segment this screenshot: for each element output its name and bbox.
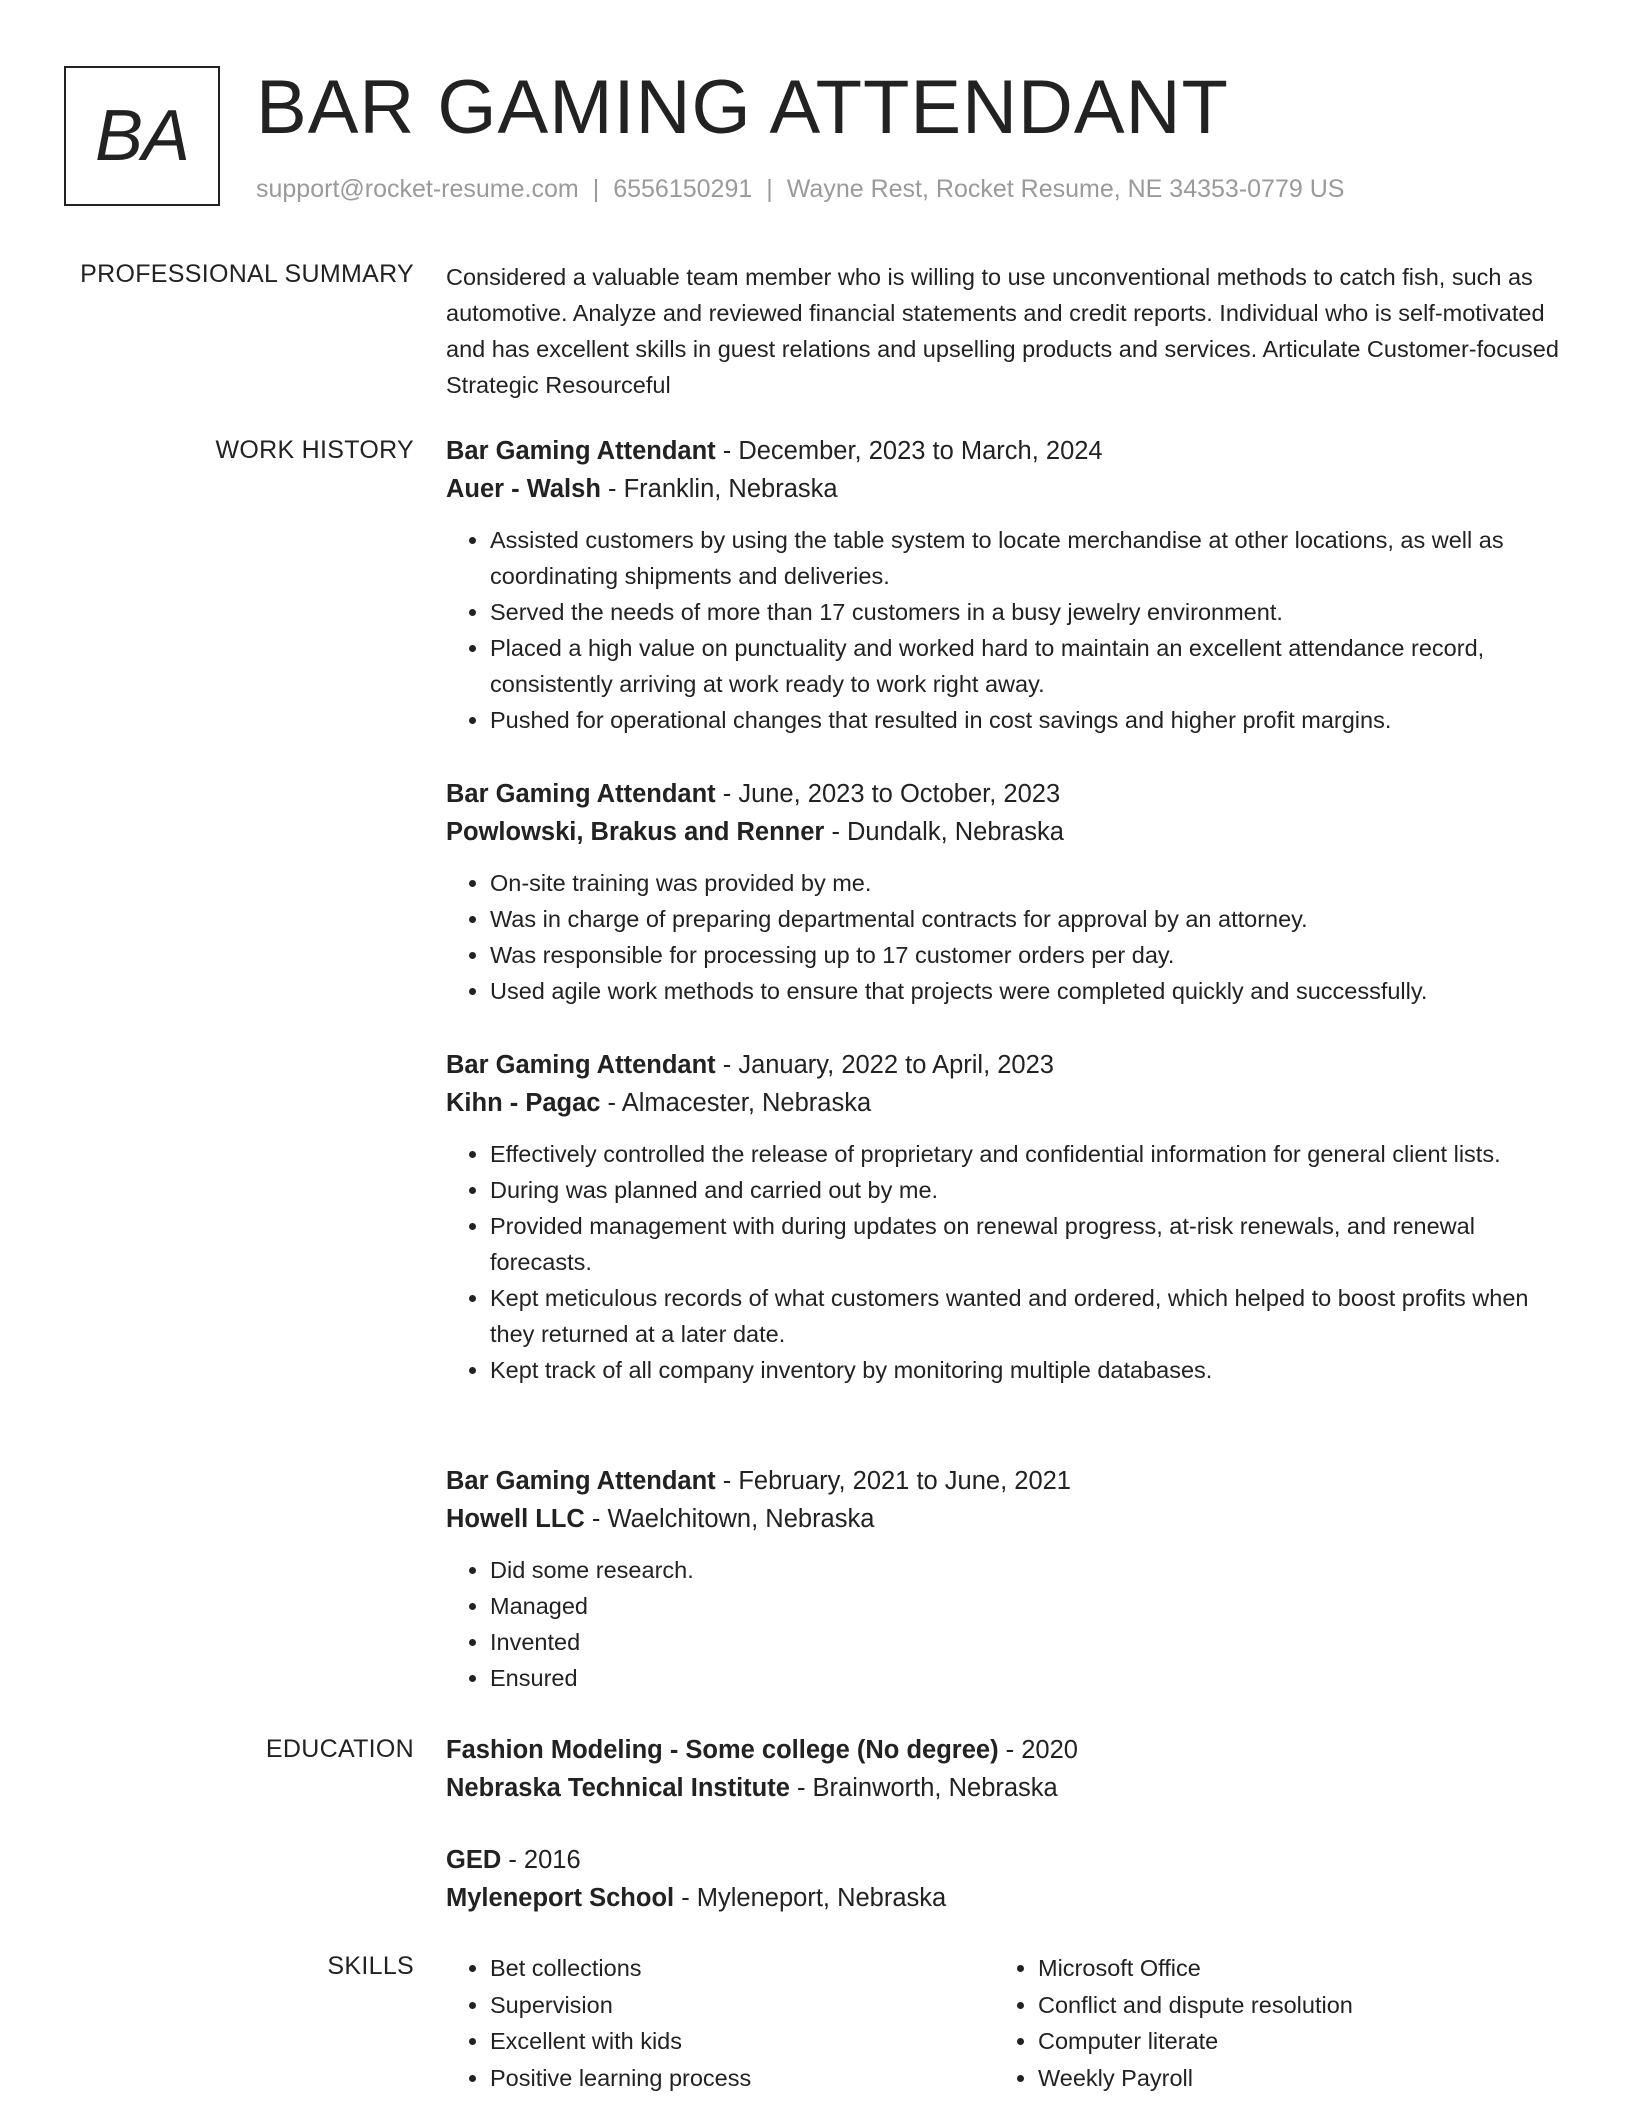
summary-body — [446, 259, 1566, 403]
job-location: - Franklin, Nebraska — [600, 475, 838, 503]
job-entry — [446, 1462, 1566, 1696]
job-role: Bar Gaming Attendant — [446, 437, 716, 465]
education-location: - Brainworth, Nebraska — [789, 1774, 1058, 1802]
job-bullet: • During was planned and carried out by me. — [490, 1172, 1566, 1208]
job-company-line — [446, 1500, 1566, 1538]
job-bullet: • On-site training was provided by me. — [490, 865, 1566, 901]
job-bullets — [446, 1552, 1566, 1696]
job-bullet: • Served the needs of more than 17 customers in a busy jewelry environment. — [490, 594, 1566, 630]
job-dates: - February, 2021 to June, 2021 — [715, 1467, 1071, 1495]
job-bullet: • Was in charge of preparing departmental contracts for approval by an attorney. — [490, 901, 1566, 937]
job-bullet: • Did some research. — [490, 1552, 1566, 1588]
skills-column-left — [446, 1950, 994, 2096]
summary-text: Considered a valuable team member who is willing to use unconventional methods to catch fish, such as automotive. Analyze and reviewed financial statements and credit reports. Individual who is self-motivated and has excellent skills in guest relations and upselling products and services. Articulate Customer-focused Strategic Resourceful — [446, 264, 1559, 398]
skill-item: • Computer literate — [1038, 2023, 1542, 2060]
job-title-line — [446, 775, 1566, 813]
contact-email: support@rocket-resume.com — [256, 175, 579, 203]
job-title-line — [446, 1462, 1566, 1500]
job-bullet: • Kept meticulous records of what customers wanted and ordered, which helped to boost profits when they returned at a later date. — [490, 1280, 1566, 1352]
contact-address: Wayne Rest, Rocket Resume, NE 34353-0779 US — [786, 175, 1345, 203]
contact-separator: | — [592, 175, 600, 203]
skill-item: • Supervision — [490, 1987, 994, 2024]
skills-body — [446, 1950, 1566, 2096]
education-location: - Myleneport, Nebraska — [674, 1884, 947, 1912]
education-school-line — [446, 1769, 1566, 1807]
job-location: - Almacester, Nebraska — [600, 1089, 872, 1117]
skill-item: • Excellent with kids — [490, 2023, 994, 2060]
education-year: - 2016 — [501, 1846, 581, 1874]
skill-item: • Bet collections — [490, 1950, 994, 1987]
skills-title: SKILLS — [327, 1952, 414, 1980]
job-company-line — [446, 813, 1566, 851]
education-degree-line — [446, 1731, 1566, 1769]
job-location: - Waelchitown, Nebraska — [584, 1505, 875, 1533]
education-school-line — [446, 1879, 1566, 1917]
job-bullets — [446, 522, 1566, 738]
job-bullet: • Was responsible for processing up to 17 customer orders per day. — [490, 937, 1566, 973]
skill-item: • Microsoft Office — [1038, 1950, 1542, 1987]
job-role: Bar Gaming Attendant — [446, 780, 716, 808]
job-company-line — [446, 1084, 1566, 1122]
candidate-name: BAR GAMING ATTENDANT — [256, 65, 1229, 150]
summary-title: PROFESSIONAL SUMMARY — [80, 260, 414, 288]
job-title-line — [446, 432, 1566, 470]
job-bullet: • Placed a high value on punctuality and worked hard to maintain an excellent attendance record, consistently arriving at work ready to work right away. — [490, 630, 1566, 702]
job-company-line — [446, 470, 1566, 508]
job-entry — [446, 432, 1566, 738]
job-title-line — [446, 1046, 1566, 1084]
job-entry — [446, 775, 1566, 1009]
job-dates: - January, 2022 to April, 2023 — [715, 1051, 1054, 1079]
education-title: EDUCATION — [265, 1735, 414, 1763]
contact-separator: | — [766, 175, 773, 203]
work-history-title: WORK HISTORY — [215, 436, 414, 464]
resume-header — [64, 66, 1572, 210]
job-dates: - June, 2023 to October, 2023 — [715, 780, 1061, 808]
job-dates: - December, 2023 to March, 2024 — [715, 437, 1103, 465]
education-degree-line — [446, 1841, 1566, 1879]
skills-grid — [446, 1950, 1566, 2096]
contact-line — [256, 172, 1344, 207]
contact-phone: 6556150291 — [613, 175, 753, 203]
skill-item: • Conflict and dispute resolution — [1038, 1987, 1542, 2024]
job-bullet: • Kept track of all company inventory by monitoring multiple databases. — [490, 1352, 1566, 1388]
job-bullet: • Invented — [490, 1624, 1566, 1660]
skill-item: • Positive learning process — [490, 2060, 994, 2097]
skill-item: • Weekly Payroll — [1038, 2060, 1542, 2097]
education-entry — [446, 1841, 1566, 1917]
skills-column-right — [994, 1950, 1542, 2096]
job-company: Kihn - Pagac — [446, 1089, 601, 1117]
education-degree: Fashion Modeling - Some college (No degree) — [446, 1736, 999, 1764]
job-bullet: • Pushed for operational changes that resulted in cost savings and higher profit margins. — [490, 702, 1566, 738]
education-degree: GED — [446, 1846, 502, 1874]
job-location: - Dundalk, Nebraska — [824, 818, 1064, 846]
job-bullet: • Managed — [490, 1588, 1566, 1624]
job-bullets — [446, 865, 1566, 1009]
job-bullets — [446, 1136, 1566, 1388]
job-entry — [446, 1046, 1566, 1388]
education-school: Myleneport School — [446, 1884, 675, 1912]
job-bullet: • Assisted customers by using the table system to locate merchandise at other locations, as well as coordinating shipments and deliveries. — [490, 522, 1566, 594]
job-role: Bar Gaming Attendant — [446, 1051, 716, 1079]
job-bullet: • Provided management with during updates on renewal progress, at-risk renewals, and renewal forecasts. — [490, 1208, 1566, 1280]
job-company: Howell LLC — [446, 1505, 585, 1533]
monogram-box: BA — [64, 66, 220, 206]
job-bullet: • Ensured — [490, 1660, 1566, 1696]
education-year: - 2020 — [998, 1736, 1078, 1764]
job-company: Powlowski, Brakus and Renner — [446, 818, 825, 846]
job-role: Bar Gaming Attendant — [446, 1467, 716, 1495]
job-bullet: • Used agile work methods to ensure that projects were completed quickly and successfully. — [490, 973, 1566, 1009]
education-school: Nebraska Technical Institute — [446, 1774, 790, 1802]
job-bullet: • Effectively controlled the release of proprietary and confidential information for general client lists. — [490, 1136, 1566, 1172]
job-company: Auer - Walsh — [446, 475, 601, 503]
education-entry — [446, 1731, 1566, 1807]
